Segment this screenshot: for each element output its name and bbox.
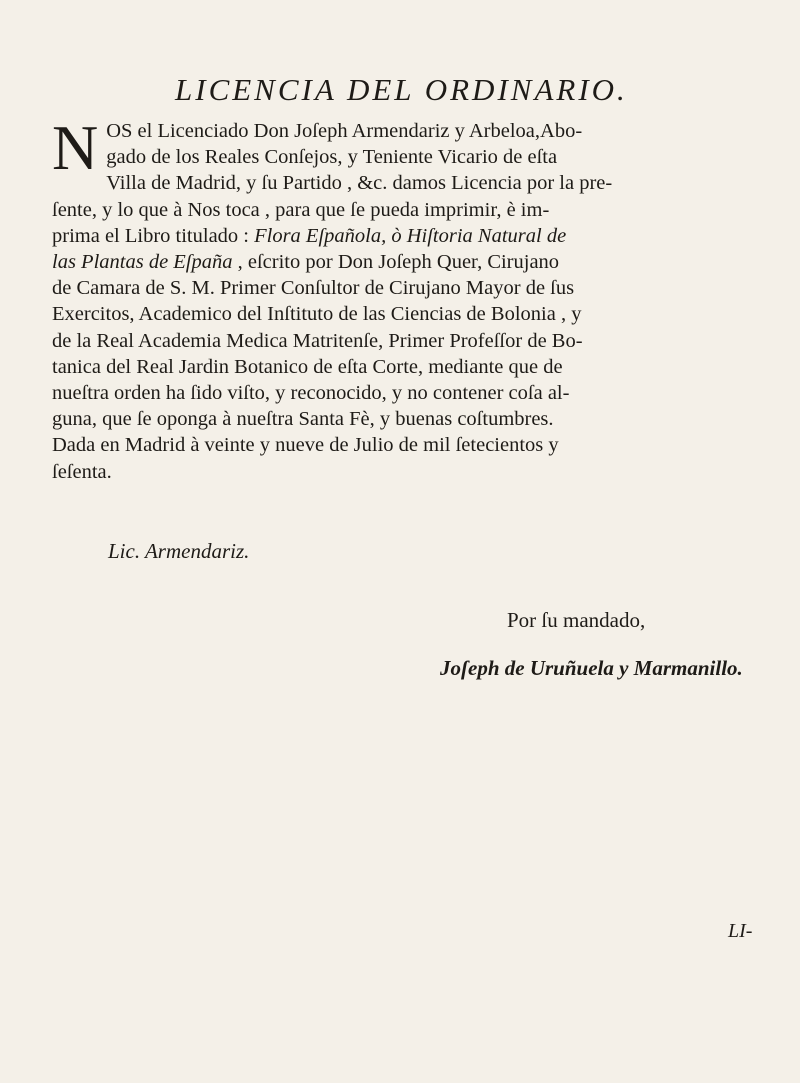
- text-line: tanica del Real Jardin Botanico de eſta Corte, mediante que de: [52, 355, 563, 378]
- text-line: Dada en Madrid à veinte y nueve de Julio de mil ſetecientos y: [52, 434, 559, 457]
- page-heading: LICENCIA DEL ORDINARIO.: [175, 72, 628, 107]
- drop-cap: N: [52, 112, 99, 183]
- text-line: Villa de Madrid, y ſu Partido , &c. damos Licencia por la pre-: [106, 172, 613, 195]
- book-title-part: las Plantas de Eſpaña: [52, 251, 233, 274]
- text-run: prima el Libro titulado :: [52, 224, 249, 247]
- por-su-mandado: Por ſu mandado,: [507, 608, 646, 632]
- secretary-signature: Joſeph de Uruñuela y Marmanillo.: [440, 656, 743, 680]
- text-line: ſeſenta.: [52, 460, 112, 483]
- text-line: de Camara de S. M. Primer Conſultor de Cirujano Mayor de ſus: [52, 277, 575, 300]
- license-body: [52, 112, 770, 485]
- licenciado-signature: Lic. Armendariz.: [108, 539, 250, 563]
- book-title-part: Flora Eſpañola, ò Hiſtoria Natural de: [254, 224, 567, 247]
- text-line: gado de los Reales Conſejos, y Teniente Vicario de eſta: [106, 146, 558, 169]
- text-run: , eſcrito por Don Joſeph Quer, Cirujano: [237, 251, 560, 274]
- text-line: [52, 249, 770, 275]
- catchword: LI-: [728, 920, 753, 942]
- text-line: guna, que ſe oponga à nueſtra Santa Fè, y buenas coſtumbres.: [52, 408, 554, 431]
- text-line: OS el Licenciado Don Joſeph Armendariz y Arbeloa,Abo-: [106, 120, 583, 142]
- text-line: Exercitos, Academico del Inſtituto de las Ciencias de Bolonia , y: [52, 303, 582, 326]
- text-line: de la Real Academia Medica Matritenſe, Primer Profeſſor de Bo-: [52, 329, 583, 352]
- text-line: nueſtra orden ha ſido viſto, y reconocido, y no contener coſa al-: [52, 382, 570, 405]
- text-line: ſente, y lo que à Nos toca , para que ſe pueda imprimir, è im-: [52, 198, 550, 221]
- text-line: [52, 223, 770, 249]
